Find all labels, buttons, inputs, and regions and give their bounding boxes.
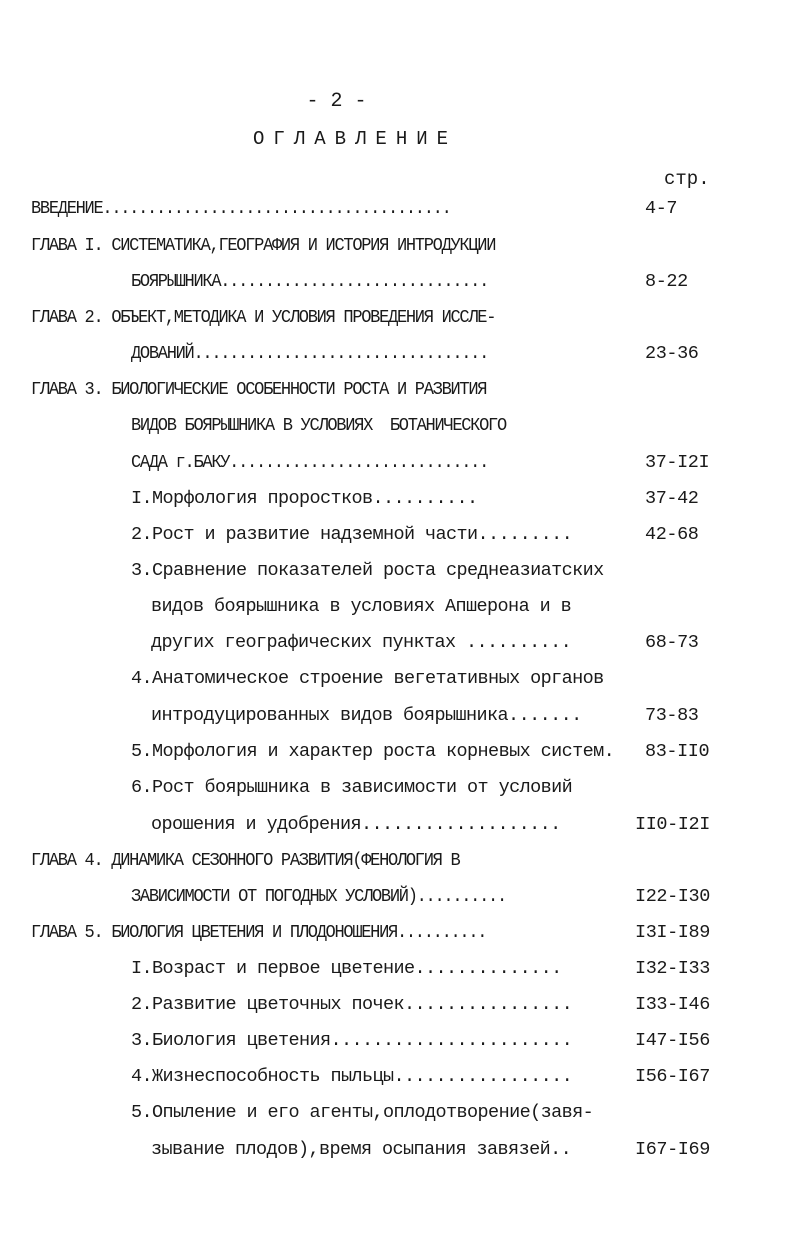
toc-entry-section-3-3-cont: других географических пунктах .......... xyxy=(151,632,572,653)
toc-entry-introduction: ВВЕДЕНИЕ....................................... xyxy=(31,198,451,219)
toc-entry-section-3-3: 3.Сравнение показателей роста среднеазиатских xyxy=(131,560,604,581)
toc-pages: 37-I2I xyxy=(645,452,710,473)
toc-pages: II0-I2I xyxy=(635,814,710,835)
toc-entry-chapter-1-cont: БОЯРЫШНИКА.............................. xyxy=(131,271,489,292)
toc-entry-section-5-2: 2.Развитие цветочных почек................ xyxy=(131,994,573,1015)
toc-entry-section-5-1: I.Возраст и первое цветение.............. xyxy=(131,958,562,979)
toc-pages: 8-22 xyxy=(645,271,688,292)
toc-pages: 23-36 xyxy=(645,343,699,364)
toc-entry-section-3-1: I.Морфология проростков.......... xyxy=(131,488,478,509)
toc-entry-chapter-4: ГЛАВА 4. ДИНАМИКА СЕЗОННОГО РАЗВИТИЯ(ФЕНОЛОГИЯ В xyxy=(31,850,460,871)
toc-entry-chapter-2-cont: ДОВАНИЙ................................. xyxy=(131,343,489,364)
toc-entry-section-3-6-cont: орошения и удобрения................... xyxy=(151,814,561,835)
toc-entry-chapter-1: ГЛАВА I. СИСТЕМАТИКА,ГЕОГРАФИЯ И ИСТОРИЯ ИНТРОДУКЦИИ xyxy=(31,235,496,256)
toc-entry-section-3-3-cont: видов боярышника в условиях Апшерона и в xyxy=(151,596,572,617)
toc-entry-chapter-3: ГЛАВА 3. БИОЛОГИЧЕСКИЕ ОСОБЕННОСТИ РОСТА И РАЗВИТИЯ xyxy=(31,379,487,400)
toc-entry-section-5-5-cont: зывание плодов),время осыпания завязей.. xyxy=(151,1139,572,1160)
toc-entry-chapter-3-cont: САДА г.БАКУ............................. xyxy=(131,452,489,473)
toc-entry-chapter-5: ГЛАВА 5. БИОЛОГИЯ ЦВЕТЕНИЯ И ПЛОДОНОШЕНИЯ.......... xyxy=(31,922,487,943)
toc-pages: 68-73 xyxy=(645,632,699,653)
page-column-label: стр. xyxy=(664,168,710,190)
toc-entry-section-3-4: 4.Анатомическое строение вегетативных органов xyxy=(131,668,604,689)
toc-entry-chapter-4-cont: ЗАВИСИМОСТИ ОТ ПОГОДНЫХ УСЛОВИЙ).......... xyxy=(131,886,506,907)
toc-pages: I67-I69 xyxy=(635,1139,710,1160)
document-title: ОГЛАВЛЕНИЕ xyxy=(253,128,458,150)
toc-entry-section-5-3: 3.Биология цветения....................... xyxy=(131,1030,573,1051)
toc-pages: 73-83 xyxy=(645,705,699,726)
toc-pages: I56-I67 xyxy=(635,1066,710,1087)
page-number xyxy=(0,90,793,113)
toc-pages: I3I-I89 xyxy=(635,922,710,943)
toc-pages: 4-7 xyxy=(645,198,678,219)
toc-entry-section-3-6: 6.Рост боярышника в зависимости от условий xyxy=(131,777,573,798)
toc-entry-section-3-5: 5.Морфология и характер роста корневых систем. xyxy=(131,741,615,762)
toc-pages: 42-68 xyxy=(645,524,699,545)
toc-pages: I32-I33 xyxy=(635,958,710,979)
toc-pages: I47-I56 xyxy=(635,1030,710,1051)
toc-entry-section-3-4-cont: интродуцированных видов боярышника....... xyxy=(151,705,582,726)
toc-pages: 83-II0 xyxy=(645,741,710,762)
toc-pages: I33-I46 xyxy=(635,994,710,1015)
toc-pages: 37-42 xyxy=(645,488,699,509)
toc-entry-section-5-5: 5.Опыление и его агенты,оплодотворение(завя- xyxy=(131,1102,594,1123)
toc-entry-section-3-2: 2.Рост и развитие надземной части......... xyxy=(131,524,573,545)
page-number-text: - 2 - xyxy=(306,90,367,113)
toc-pages: I22-I30 xyxy=(635,886,710,907)
toc-entry-section-5-4: 4.Жизнеспособность пыльцы................. xyxy=(131,1066,573,1087)
toc-entry-chapter-3-cont: ВИДОВ БОЯРЫШНИКА В УСЛОВИЯХ БОТАНИЧЕСКОГО xyxy=(131,415,506,436)
toc-entry-chapter-2: ГЛАВА 2. ОБЪЕКТ,МЕТОДИКА И УСЛОВИЯ ПРОВЕДЕНИЯ ИССЛЕ- xyxy=(31,307,496,328)
